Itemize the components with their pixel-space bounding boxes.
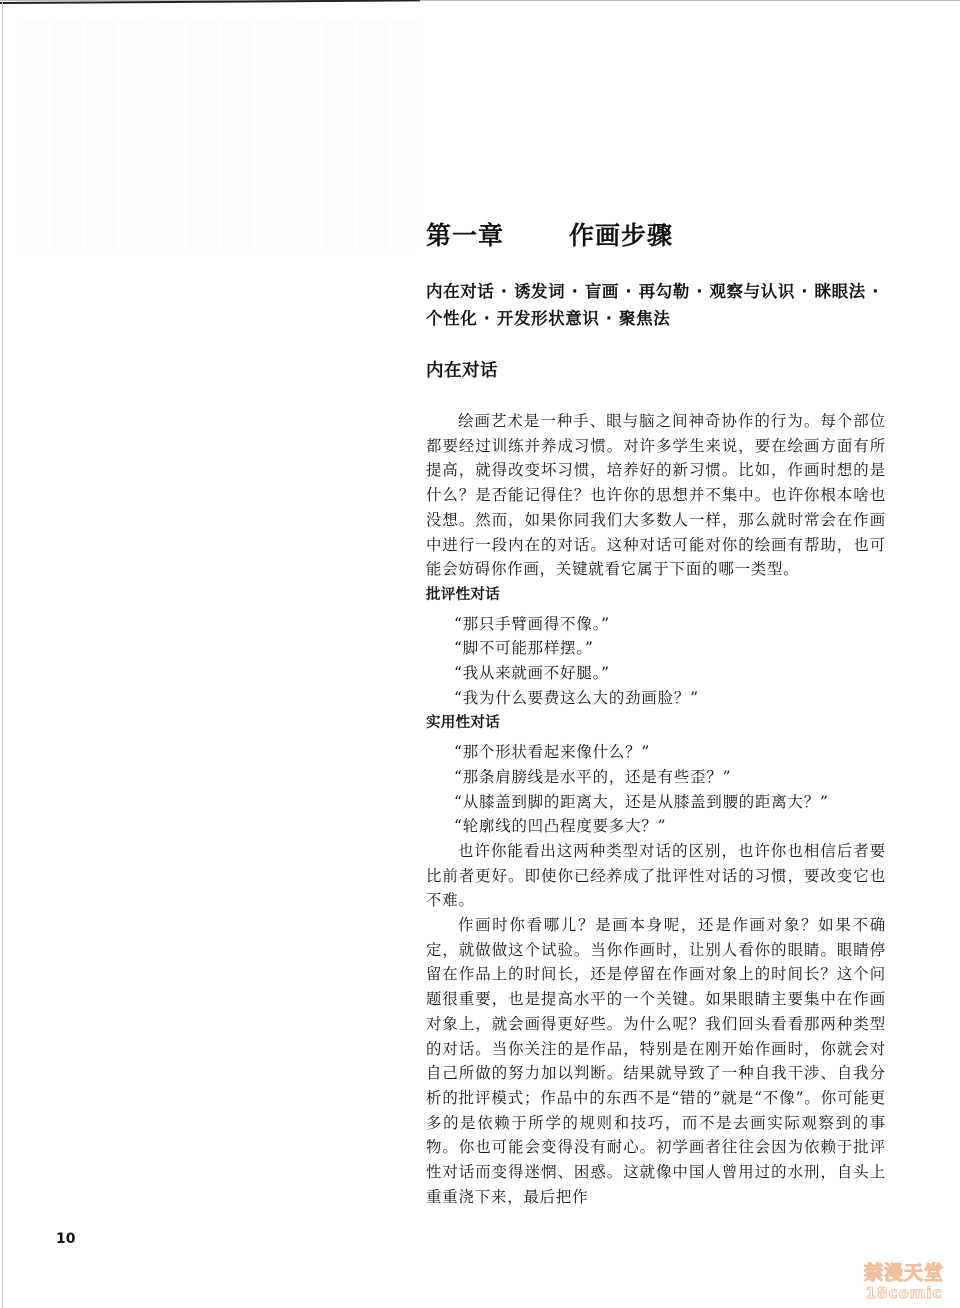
chapter-title [426,216,673,250]
page-left-edge [2,0,3,1308]
watermark-logo [850,1262,958,1306]
page-number: 10 [56,1231,76,1247]
quote-practical-4: “轮廓线的凹凸程度要多大？” [454,817,667,836]
chapter-number: 第一章 [426,221,505,250]
quote-practical-3: “从膝盖到脚的距离大，还是从膝盖到腰的距离大？” [454,792,829,811]
quote-critical-4: “我为什么要费这么大的劲画脸？” [454,688,699,707]
quote-critical-1: “那只手臂画得不像。” [454,614,610,633]
watermark-line-1: 禁漫天堂 [863,1262,944,1284]
quote-practical-2: “那条肩膀线是水平的，还是有些歪？” [454,767,732,786]
paragraph-comparison: 也许你能看出这两种类型对话的区别，也许你也相信后者要比前者更好。即使你已经养成了批评性对话的习惯，要改变它也不难。 [426,841,886,910]
quote-practical-1: “那个形状看起来像什么？” [454,743,651,762]
subheading-critical-dialogue: 批评性对话 [426,586,500,603]
subheading-practical-dialogue: 实用性对话 [426,715,500,732]
paragraph-where-to-look: 作画时你看哪儿？是画本身呢，还是作画对象？如果不确定，就做做这个试验。当你作画时，让别人看你的眼睛。眼睛停留在作品上的时间长，还是停留在作画对象上的时间长？这个问题很重要，也是提高水平的一个关键。如果眼睛主要集中在作画对象上，就会画得更好些。为什么呢？我们回头看看那两种类型的对话。当你关注的是作品，特别是在刚开始作画时，你就会对自己所做的努力加以判断。结果就导致了一种自我干涉、自我分析的批评模式；作品中的东西不是“错的”就是“不像”。你可能更多的是依赖于所学的规则和技巧，而不是去画实际观察到的事物。你也可能会变得没有耐心。初学画者往往会因为依赖于批评性对话而变得迷惘、困惑。这就像中国人曾用过的水刑，自头上重重浇下来，最后把作 [426,916,886,1206]
quote-critical-2: “脚不可能那样摆。” [454,639,594,658]
section-heading: 内在对话 [426,361,498,381]
chapter-keywords: 内在对话 · 诱发词 · 盲画 · 再勾勒 · 观察与认识 · 眯眼法 · 个性化 · 开发形状意识 · 聚焦法 [426,282,879,328]
body-text [426,409,886,1209]
bleed-through-ghost [18,20,418,250]
quote-critical-3: “我从来就画不好腿。” [454,664,610,683]
chapter-name: 作画步骤 [569,221,674,250]
watermark-line-2: 18comic [865,1284,943,1302]
paragraph-intro: 绘画艺术是一种手、眼与脑之间神奇协作的行为。每个部位都要经过训练并养成习惯。对许多学生来说，要在绘画方面有所提高，就得改变坏习惯，培养好的新习惯。比如，作画时想的是什么？是否能记得住？也许你的思想并不集中。也许你根本啥也没想。然而，如果你同我们大多数人一样，那么就时常会在作画中进行一段内在的对话。这种对话可能对你的绘画有帮助，也可能会妨碍你作画，关键就看它属于下面的哪一类型。 [426,412,886,579]
